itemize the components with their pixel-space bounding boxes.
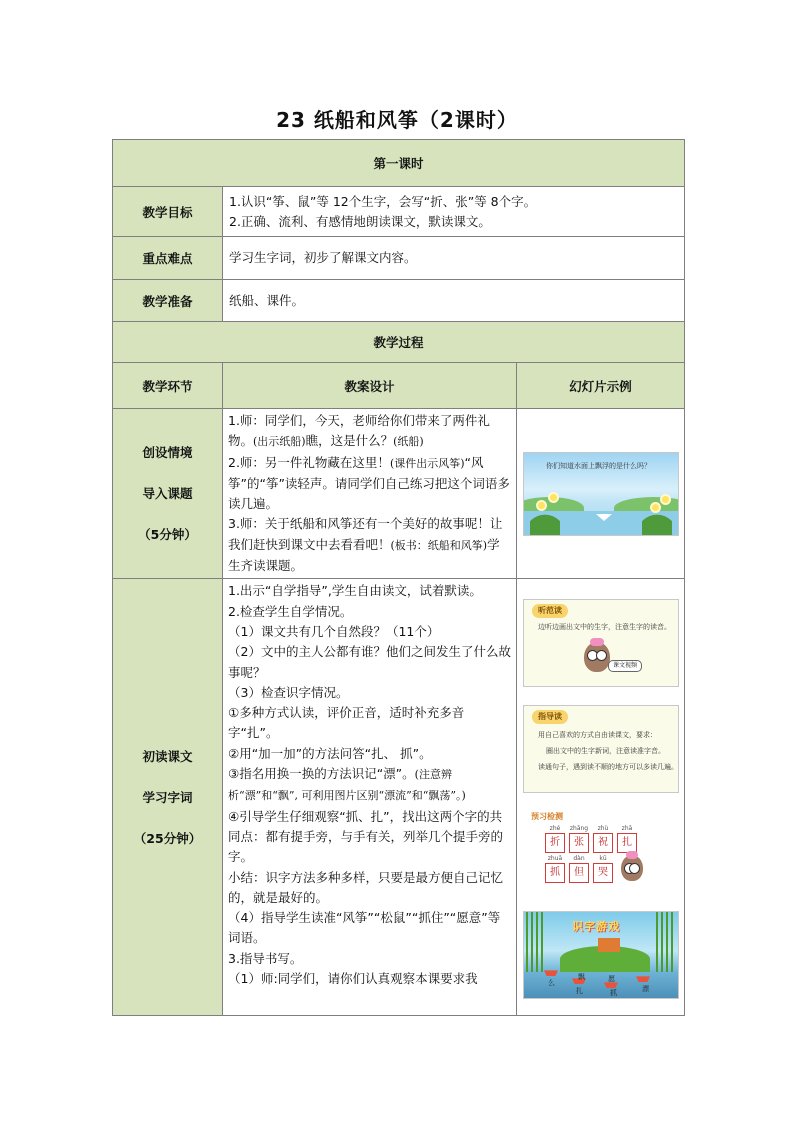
character-card: 抓 (545, 863, 565, 883)
slide-tag: 听范读 (532, 604, 568, 618)
grass-shape (530, 505, 560, 535)
house-icon (598, 938, 620, 952)
stage-note: (板书：纸船和风筝) (390, 538, 488, 552)
design-line: 3.指导书写。 (228, 950, 303, 966)
pinyin-label: kū (599, 855, 607, 863)
slide-preview-check (523, 809, 677, 889)
slide-question: 你们知道水面上飘浮的是什么吗？ (546, 462, 651, 470)
design-line: （1）师:同学们，请你们认真观察本课要求我 (228, 971, 478, 987)
flower-icon (550, 494, 557, 501)
pinyin-label: zhuā (547, 855, 563, 863)
slides-cell (517, 409, 685, 579)
column-header-design: 教案设计 (223, 363, 517, 409)
pinyin-label: zhāng (569, 825, 589, 833)
pinyin-label: zhù (597, 825, 609, 833)
pinyin-label: dàn (573, 855, 585, 863)
key-points-label: 重点难点 (113, 237, 223, 280)
pinyin-label: zhā (621, 825, 633, 833)
willow-shape (656, 912, 674, 972)
column-header-slides: 幻灯片示例 (517, 363, 685, 409)
design-line: ③指名用换一换的方法识记“漂”。(注意辨析“漂”和“飘”, 可利用图片区别“漂流”和“飘荡”。) (228, 766, 466, 803)
slide-listen-reading (523, 599, 679, 687)
design-cell (223, 579, 517, 1016)
design-line: （2）文中的主人公都有谁？他们之间发生了什么故事呢？ (228, 644, 511, 680)
flower-icon (662, 496, 669, 503)
character-card: 但 (569, 863, 589, 883)
slide-guided-reading (523, 705, 679, 793)
game-word[interactable]: 飘 (578, 973, 585, 982)
objective-line: 1.认识“筝、鼠”等 12个生字，会写“折、张”等 8个字。 (229, 193, 537, 209)
stage-duration: （25分钟） (133, 830, 202, 846)
design-line: ②用“加一加”的方法问答“扎、 抓”。 (228, 745, 432, 761)
slide-text: 边听边画出文中的生字，注意生字的读音。 (538, 623, 671, 632)
flower-icon (538, 502, 545, 509)
stage-name: 学习字词 (142, 789, 193, 805)
stage-name: 创设情境 (142, 445, 193, 461)
stage-note: (出示纸船) (253, 435, 306, 449)
preparation-label: 教学准备 (113, 280, 223, 322)
slide-title: 识字游戏 (572, 920, 620, 934)
stage-duration: （5分钟） (138, 527, 197, 543)
session-header: 第一课时 (113, 140, 685, 187)
paper-boat-icon (544, 970, 558, 976)
bow-icon (626, 851, 638, 859)
slide-paper-boat (523, 452, 679, 536)
design-paragraph: 2.师：另一件礼物藏在这里！(课件出示风筝)“风筝”的“筝”读轻声。请同学们自己练习把这个词语多读几遍。 (228, 454, 510, 512)
slide-tag: 预习检测 (531, 812, 563, 822)
stage-cell (113, 579, 223, 1016)
design-line: 小结：识字方法多种多样，只要是最方便自己记忆的，就是最好的。 (228, 869, 504, 905)
character-card: 祝 (593, 833, 613, 853)
design-line: ①多种方式认读，评价正音，适时补充多音字“扎”。 (228, 705, 465, 741)
game-word[interactable]: 愿 (608, 975, 615, 984)
slide-text: 用自己喜欢的方式自由读课文，要求： (538, 731, 657, 740)
slide-tag: 指导读 (532, 710, 568, 724)
preparation-text: 纸船、课件。 (223, 280, 685, 322)
page-title: 23 纸船和风筝（2课时） (276, 108, 518, 132)
design-line: （3）检查识字情况。 (228, 684, 349, 700)
owl-mascot-icon (584, 642, 610, 672)
character-card: 扎 (617, 833, 637, 853)
bow-icon (590, 638, 604, 646)
lesson-plan-table (112, 139, 685, 1016)
objectives-content (223, 187, 685, 237)
character-card: 哭 (593, 863, 613, 883)
stage-note: (纸船) (393, 435, 424, 449)
process-header: 教学过程 (113, 322, 685, 363)
design-line: （4）指导学生读准“风筝”“松鼠”“抓住”“愿意”等词语。 (228, 910, 501, 946)
stage-cell (113, 409, 223, 579)
objectives-label: 教学目标 (113, 187, 223, 237)
game-word[interactable]: 漂 (642, 985, 649, 994)
key-points-text: 学习生字词，初步了解课文内容。 (223, 237, 685, 280)
slide-text: 圈出文中的生字新词，注意读准字音。 (546, 747, 665, 756)
character-card: 折 (545, 833, 565, 853)
slide-character-game (523, 911, 679, 999)
game-word[interactable]: 么 (548, 979, 555, 988)
design-line: ④引导学生仔细观察“抓、扎”，找出这两个字的共同点：都有提手旁，与手有关，列举几个提手旁的字。 (228, 808, 504, 865)
willow-shape (526, 912, 544, 972)
slide-text: 读通句子，遇到读不顺的地方可以多读几遍。 (538, 763, 678, 772)
pinyin-label: zhé (549, 825, 561, 833)
design-line: 1.出示“自学指导”,学生自由读文，试着默读。 (228, 583, 482, 599)
game-word[interactable]: 抓 (610, 989, 617, 998)
design-line: （1）课文共有几个自然段？（11个） (228, 623, 440, 639)
slides-cell (517, 579, 685, 1016)
owl-mascot-icon (621, 855, 643, 881)
stage-name: 导入课题 (142, 486, 193, 502)
paper-boat-icon (636, 976, 650, 982)
game-word[interactable]: 扎 (576, 987, 583, 996)
video-button[interactable]: 课文视频 (608, 660, 642, 672)
paper-boat-icon (596, 514, 612, 521)
character-card: 张 (569, 833, 589, 853)
design-cell (223, 409, 517, 579)
objective-line: 2.正确、流利、有感情地朗读课文，默读课文。 (229, 213, 491, 229)
design-paragraph: 3.师：关于纸船和风筝还有一个美好的故事呢！让我们赶快到课文中去看看吧！(板书：纸船和风筝)学生齐读课题。 (228, 516, 503, 574)
stage-note: (课件出示风筝) (389, 456, 465, 470)
design-line: 2.检查学生自学情况。 (228, 603, 353, 619)
flower-icon (652, 504, 659, 511)
column-header-stage: 教学环节 (113, 363, 223, 409)
design-paragraph: 1.师：同学们，今天，老师给你们带来了两件礼物。(出示纸船)瞧，这是什么？(纸船) (228, 413, 490, 449)
stage-name: 初读课文 (142, 748, 193, 764)
stage-note: (注意辨析“漂”和“飘”, 可利用图片区别“漂流”和“飘荡”。) (228, 768, 466, 803)
